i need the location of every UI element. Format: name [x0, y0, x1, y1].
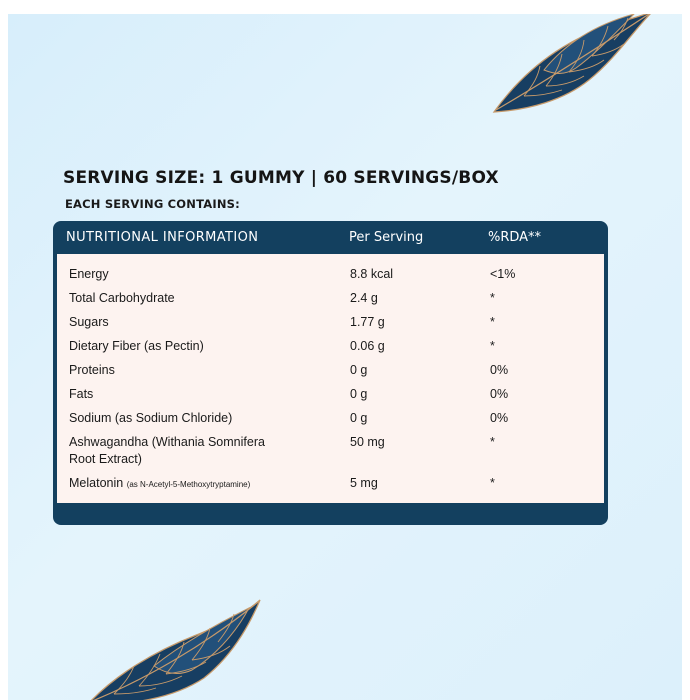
row-name: Sugars	[69, 315, 109, 329]
row-per-serving: 2.4 g	[350, 291, 378, 305]
header-per-serving: Per Serving	[349, 230, 424, 245]
row-per-serving: 5 mg	[350, 476, 378, 490]
row-per-serving: 0 g	[350, 387, 368, 401]
nutrition-table	[53, 221, 608, 525]
row-name: Dietary Fiber (as Pectin)	[69, 339, 204, 353]
page-canvas	[8, 14, 682, 700]
table-body	[57, 254, 604, 503]
row-rda: *	[490, 339, 495, 353]
row-rda: *	[490, 291, 495, 305]
serving-size-heading: SERVING SIZE: 1 GUMMY | 60 SERVINGS/BOX	[63, 168, 499, 188]
row-name: Total Carbohydrate	[69, 291, 175, 305]
leaf-decoration-icon	[484, 14, 654, 120]
row-rda: *	[490, 435, 495, 449]
leaf-decoration-icon	[84, 596, 264, 700]
row-per-serving: 1.77 g	[350, 315, 385, 329]
row-rda: 0%	[490, 411, 509, 425]
each-serving-subheading: EACH SERVING CONTAINS:	[65, 197, 240, 211]
row-per-serving: 0.06 g	[350, 339, 385, 353]
header-rda: %RDA**	[488, 230, 542, 245]
row-name: Ashwagandha (Withania Somnifera Root Extract)	[69, 435, 265, 466]
row-name: Proteins	[69, 363, 115, 377]
row-name	[69, 475, 339, 493]
row-rda: *	[490, 315, 495, 329]
row-rda: 0%	[490, 363, 509, 377]
table-header	[53, 221, 608, 253]
row-per-serving: 0 g	[350, 411, 368, 425]
row-name: Energy	[69, 267, 109, 281]
row-name-note: (as N-Acetyl-5-Methoxytryptamine)	[126, 480, 251, 489]
row-per-serving: 8.8 kcal	[350, 267, 394, 281]
row-name: Sodium (as Sodium Chloride)	[69, 411, 233, 425]
row-per-serving: 0 g	[350, 363, 368, 377]
row-name-main: Melatonin	[69, 476, 124, 490]
header-nutritional-information: NUTRITIONAL INFORMATION	[66, 230, 259, 245]
row-rda: <1%	[490, 267, 516, 281]
row-rda: 0%	[490, 387, 509, 401]
row-rda: *	[490, 476, 495, 490]
row-per-serving: 50 mg	[350, 435, 385, 449]
row-name: Fats	[69, 387, 94, 401]
